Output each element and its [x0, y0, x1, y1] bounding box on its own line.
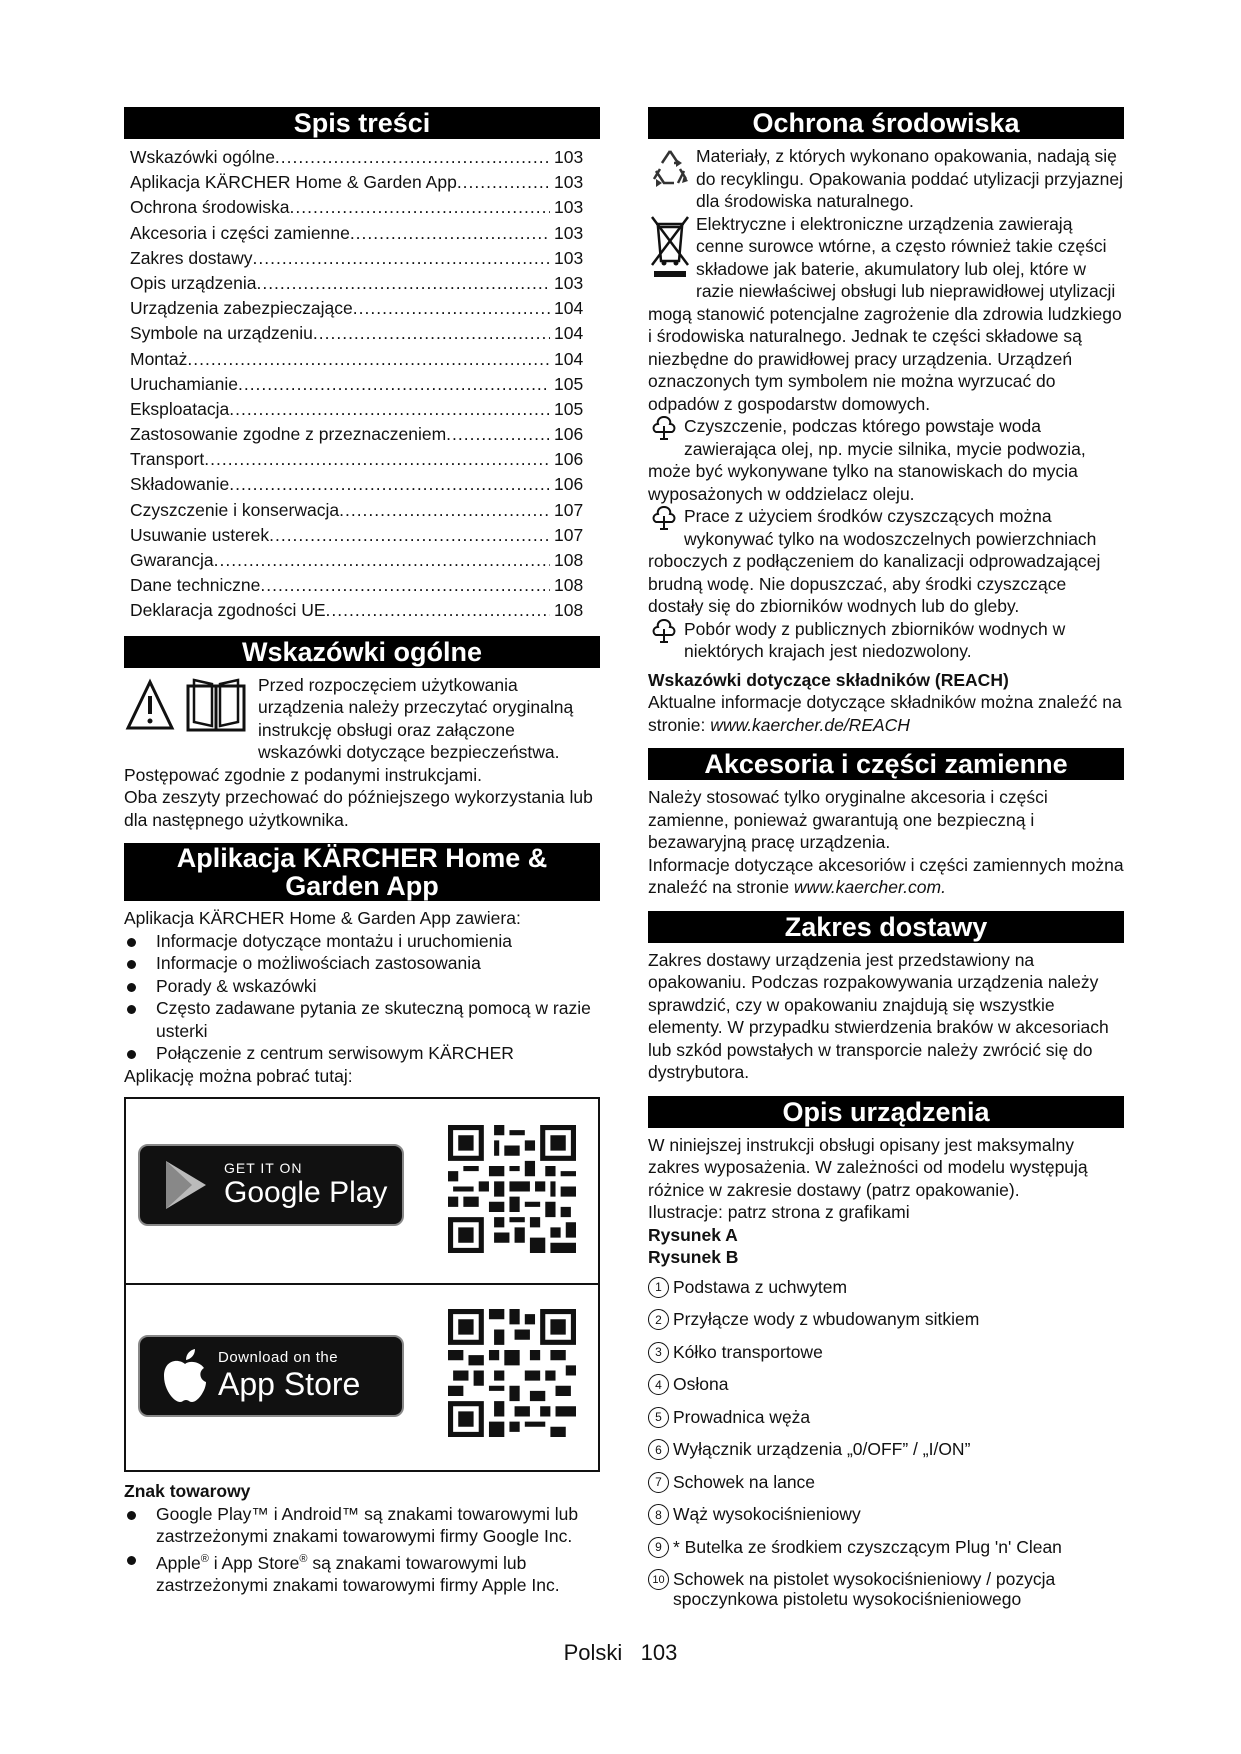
- toc-entry[interactable]: Wskazówki ogólne ..... 103: [130, 145, 600, 170]
- description-text-2: Ilustracje: patrz strona z grafikami: [648, 1202, 910, 1222]
- page-footer: [0, 1640, 1241, 1666]
- toc-entry[interactable]: Akcesoria i części zamienne ..... 103: [130, 221, 600, 246]
- environment-hint-icon: [648, 415, 684, 441]
- list-item: Informacje dotyczące montażu i uruchomienia: [124, 930, 600, 953]
- list-item: 9 * Butelka ze środkiem czyszczącym Plug 'n' Clean: [648, 1537, 1124, 1558]
- env-text-3: Czyszczenie, podczas którego powstaje woda zawierająca olej, np. mycie silnika, mycie podwozia, może być wykonywane tylko na stanowiskach do mycia wyposażonych w oddzielacz oleju.: [648, 416, 1086, 504]
- list-item: Porady & wskazówki: [124, 975, 600, 998]
- env-text-2: Elektryczne i elektroniczne urządzenia zawierają cenne surowce wtórne, a często również takie części składowe jak baterie, akumulatory lub olej, które w razie niewłaściwej obsługi lub nieprawidłowej utylizacji mogą stanowić potencjalne zagrożenie dla zdrowia ludzkiego i środowiska naturalnego. Jednak te części składowe są niezbędne do prawidłowej pracy urządzenia. Urządzeń oznaczonych tym symbolem nie można wyrzucać do odpadów z gospodarstw domowych.: [648, 213, 1122, 414]
- toc-heading: Spis treści: [124, 107, 600, 139]
- app-heading: Aplikacja KÄRCHER Home & Garden App: [124, 843, 600, 901]
- toc-entry[interactable]: Dane techniczne ..... 108: [130, 573, 600, 598]
- recycling-icon: [648, 145, 696, 195]
- reach-link[interactable]: www.kaercher.de/REACH: [710, 714, 910, 735]
- list-item: 3 Kółko transportowe: [648, 1342, 1124, 1363]
- general-text-2: Oba zeszyty przechować do późniejszego wykorzystania lub dla następnego użytkownika.: [124, 787, 593, 830]
- accessories-text-2: Informacje dotyczące akcesoriów i części zamiennych można znaleźć na stronie www.kaercher.com.: [648, 854, 1124, 897]
- left-column: [124, 107, 600, 1596]
- reach-text: Aktualne informacje dotyczące składników można znaleźć na stronie: www.kaercher.de/REACH: [648, 692, 1122, 735]
- description-heading: Opis urządzenia: [648, 1096, 1124, 1128]
- toc-list: [124, 145, 600, 624]
- list-item: Apple® i App Store® są znakami towarowymi lub zastrzeżonymi znakami towarowymi firmy Apple Inc.: [124, 1548, 600, 1597]
- toc-entry[interactable]: Zakres dostawy ..... 103: [130, 246, 600, 271]
- env-text-5: Pobór wody z publicznych zbiorników wodnych w niektórych krajach jest niedozwolony.: [684, 618, 1066, 661]
- accessories-text-1: Należy stosować tylko oryginalne akcesoria i części zamienne, ponieważ gwarantują one bezpieczną i bezawaryjną pracę urządzenia.: [648, 787, 1048, 852]
- weee-bin-icon: [648, 213, 696, 283]
- app-store-row: [126, 1283, 598, 1469]
- app-intro: Aplikacja KÄRCHER Home & Garden App zawiera:: [124, 908, 521, 929]
- list-item: 1 Podstawa z uchwytem: [648, 1277, 1124, 1298]
- list-item: 8 Wąż wysokociśnieniowy: [648, 1504, 1124, 1525]
- list-item: 10 Schowek na pistolet wysokociśnieniowy / pozycja spoczynkowa pistoletu wysokociśnieniowego: [648, 1569, 1124, 1609]
- list-item: Często zadawane pytania ze skuteczną pomocą w razie usterki: [124, 997, 600, 1042]
- google-play-icon: [156, 1155, 216, 1215]
- description-text-1: W niniejszej instrukcji obsługi opisany jest maksymalny zakres wyposażenia. W zależności od modelu występują różnice w zakresie dostawy (patrz opakowanie).: [648, 1134, 1088, 1200]
- list-item: 6 Wyłącznik urządzenia „0/OFF” / „I/ON”: [648, 1439, 1124, 1460]
- general-heading: Wskazówki ogólne: [124, 636, 600, 668]
- delivery-heading: Zakres dostawy: [648, 911, 1124, 943]
- toc-entry[interactable]: Aplikacja KÄRCHER Home & Garden App ..... 103: [130, 170, 600, 195]
- figure-a-label: Rysunek A: [648, 1224, 738, 1245]
- env-section: [648, 145, 1124, 736]
- toc-entry[interactable]: Symbole na urządzeniu ..... 104: [130, 321, 600, 346]
- trademark-list: [124, 1503, 600, 1597]
- parts-list: [648, 1277, 1124, 1610]
- app-store-box: [124, 1097, 600, 1472]
- app-store-badge[interactable]: Download on the App Store: [138, 1335, 404, 1417]
- warning-manual-icon: [124, 676, 258, 742]
- apple-icon: [158, 1346, 212, 1406]
- list-item: Google Play™ i Android™ są znakami towarowymi lub zastrzeżonymi znakami towarowymi firmy Google Inc.: [124, 1503, 600, 1548]
- google-play-badge[interactable]: GET IT ON Google Play: [138, 1144, 404, 1226]
- app-store-qr-code[interactable]: [448, 1309, 576, 1437]
- figure-b-label: Rysunek B: [648, 1247, 739, 1267]
- toc-entry[interactable]: Uruchamianie ..... 105: [130, 372, 600, 397]
- toc-entry[interactable]: Montaż ..... 104: [130, 347, 600, 372]
- right-column: [648, 107, 1124, 1621]
- toc-entry[interactable]: Eksploatacja ..... 105: [130, 397, 600, 422]
- toc-entry[interactable]: Czyszczenie i konserwacja ..... 107: [130, 498, 600, 523]
- footer-language: Polski: [563, 1640, 623, 1665]
- toc-entry[interactable]: Zastosowanie zgodne z przeznaczeniem ..... 106: [130, 422, 600, 447]
- toc-entry[interactable]: Usuwanie usterek ..... 107: [130, 523, 600, 548]
- toc-entry[interactable]: Deklaracja zgodności UE ..... 108: [130, 598, 600, 623]
- environment-hint-icon: [648, 618, 684, 644]
- list-item: 7 Schowek na lance: [648, 1472, 1124, 1493]
- list-item: 5 Prowadnica węża: [648, 1407, 1124, 1428]
- list-item: 4 Osłona: [648, 1374, 1124, 1395]
- toc-entry[interactable]: Gwarancja ..... 108: [130, 548, 600, 573]
- app-download-text: Aplikację można pobrać tutaj:: [124, 1065, 353, 1086]
- env-text-4: Prace z użyciem środków czyszczących można wykonywać tylko na wodoszczelnych powierzchniach roboczych z podłączeniem do kanalizacji odprowadzającej brudną wodę. Nie dopuszczać, aby środki czyszczące dostały się do zbiorników wodnych lub do gleby.: [648, 506, 1101, 616]
- toc-entry[interactable]: Ochrona środowiska ..... 103: [130, 195, 600, 220]
- general-section: [124, 674, 600, 832]
- list-item: Połączenie z centrum serwisowym KÄRCHER: [124, 1042, 600, 1065]
- kaercher-link[interactable]: www.kaercher.com.: [793, 877, 946, 897]
- list-item: 2 Przyłącze wody z wbudowanym sitkiem: [648, 1309, 1124, 1330]
- environment-hint-icon: [648, 505, 684, 531]
- delivery-text: Zakres dostawy urządzenia jest przedstawiony na opakowaniu. Podczas rozpakowywania urządzenia należy sprawdzić, czy w opakowaniu znajdują się wszystkie elementy. W przypadku stwierdzenia braków w akcesoriach lub szkód powstałych w transporcie należy zwrócić się do dystrybutora.: [648, 949, 1109, 1082]
- env-heading: Ochrona środowiska: [648, 107, 1124, 139]
- accessories-heading: Akcesoria i części zamienne: [648, 748, 1124, 780]
- app-features-list: [124, 930, 600, 1065]
- toc-entry[interactable]: Składowanie ..... 106: [130, 472, 600, 497]
- google-play-row: [126, 1099, 598, 1283]
- list-item: Informacje o możliwościach zastosowania: [124, 952, 600, 975]
- general-text-1: Przed rozpoczęciem użytkowania urządzenia należy przeczytać oryginalną instrukcję obsługi oraz załączone wskazówki dotyczące bezpieczeństwa. Postępować zgodnie z podanymi instrukcjami.: [124, 674, 574, 785]
- page-number: 103: [640, 1640, 678, 1665]
- reach-heading: Wskazówki dotyczące składników (REACH): [648, 669, 1009, 690]
- toc-entry[interactable]: Opis urządzenia ..... 103: [130, 271, 600, 296]
- google-play-qr-code[interactable]: [448, 1125, 576, 1253]
- trademark-heading: Znak towarowy: [124, 1481, 251, 1502]
- toc-entry[interactable]: Transport ..... 106: [130, 447, 600, 472]
- env-text-1: Materiały, z których wykonano opakowania, nadają się do recyklingu. Opakowania poddać utylizacji przyjaznej dla środowiska naturalnego.: [696, 146, 1124, 211]
- toc-entry[interactable]: Urządzenia zabezpieczające ..... 104: [130, 296, 600, 321]
